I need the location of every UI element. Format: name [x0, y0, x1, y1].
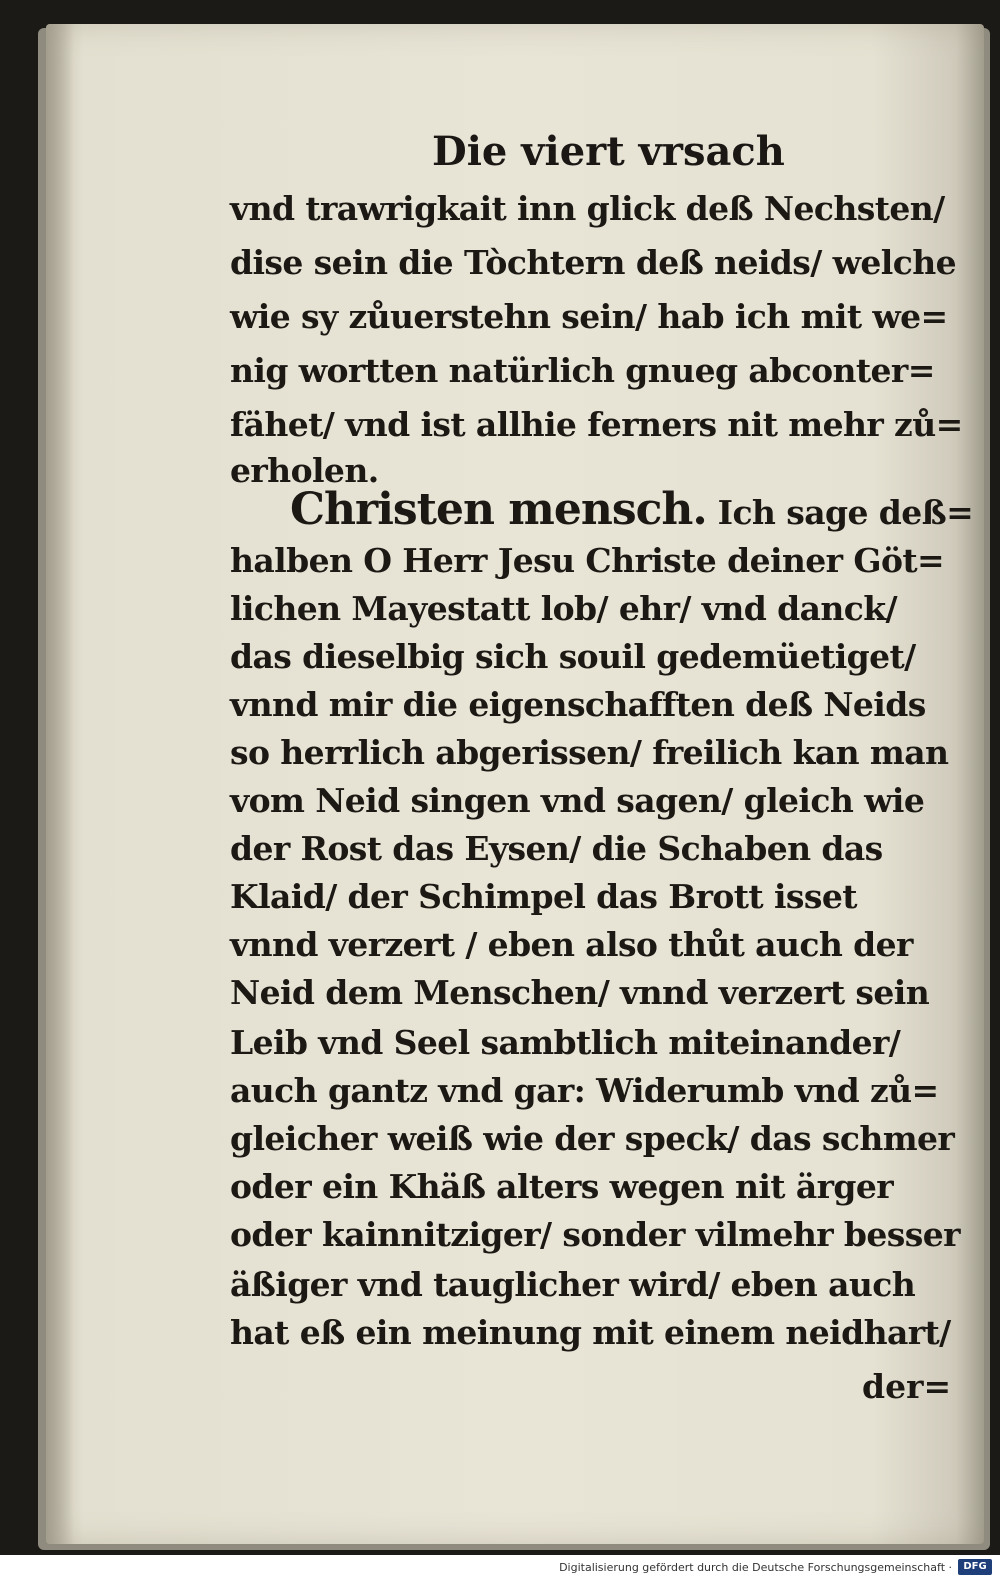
text-line-16: vnnd verzert / eben also thůt auch der: [230, 925, 913, 964]
text-line-1: vnd trawrigkait inn glick deß Nechsten/: [230, 189, 945, 228]
text-line-8: halben O Herr Jesu Christe deiner Göt=: [230, 541, 945, 580]
text-line-18: Leib vnd Seel sambtlich miteinander/: [230, 1023, 901, 1062]
text-line-21: oder ein Khäß alters wegen nit ärger: [230, 1167, 894, 1206]
page-gutter: [46, 24, 74, 1544]
dfg-logo: DFG: [958, 1559, 992, 1575]
text-line-9: lichen Mayestatt lob/ ehr/ vnd danck/: [230, 589, 897, 628]
text-line-24: hat eß ein meinung mit einem neidhart/: [230, 1313, 951, 1352]
text-line-23: äßiger vnd tauglicher wird/ eben auch: [230, 1265, 916, 1304]
text-line-3: wie sy zůuerstehn sein/ hab ich mit we=: [230, 297, 948, 336]
speaker-line: [290, 480, 973, 540]
text-line-10: das dieselbig sich souil gedemüetiget/: [230, 637, 916, 676]
text-line-13: vom Neid singen vnd sagen/ gleich wie: [230, 781, 925, 820]
text-line-14: der Rost das Eysen/ die Schaben das: [230, 829, 883, 868]
text-line-6: erholen.: [230, 451, 379, 490]
text-line-5: fähet/ vnd ist allhie ferners nit mehr zů=: [230, 405, 963, 444]
text-line-12: so herrlich abgerissen/ freilich kan man: [230, 733, 949, 772]
text-line-17: Neid dem Menschen/ vnnd verzert sein: [230, 973, 930, 1012]
speaker-line-rest: Ich sage deß=: [706, 493, 974, 532]
funding-credit: Digitalisierung gefördert durch die Deutsche Forschungsgemeinschaft ·: [559, 1561, 952, 1574]
speaker-label: Christen mensch.: [290, 484, 707, 535]
catchword: der=: [862, 1367, 952, 1406]
text-line-19: auch gantz vnd gar: Widerumb vnd zů=: [230, 1071, 939, 1110]
text-line-22: oder kainnitziger/ sonder vilmehr besser: [230, 1215, 960, 1254]
running-head: Die viert vrsach: [432, 128, 785, 175]
text-line-4: nig wortten natürlich gnueg abconter=: [230, 351, 935, 390]
text-line-15: Klaid/ der Schimpel das Brott isset: [230, 877, 857, 916]
text-line-2: dise sein die Tòchtern deß neids/ welche: [230, 243, 956, 282]
text-line-11: vnnd mir die eigenschafften deß Neids: [230, 685, 926, 724]
text-line-20: gleicher weiß wie der speck/ das schmer: [230, 1119, 955, 1158]
